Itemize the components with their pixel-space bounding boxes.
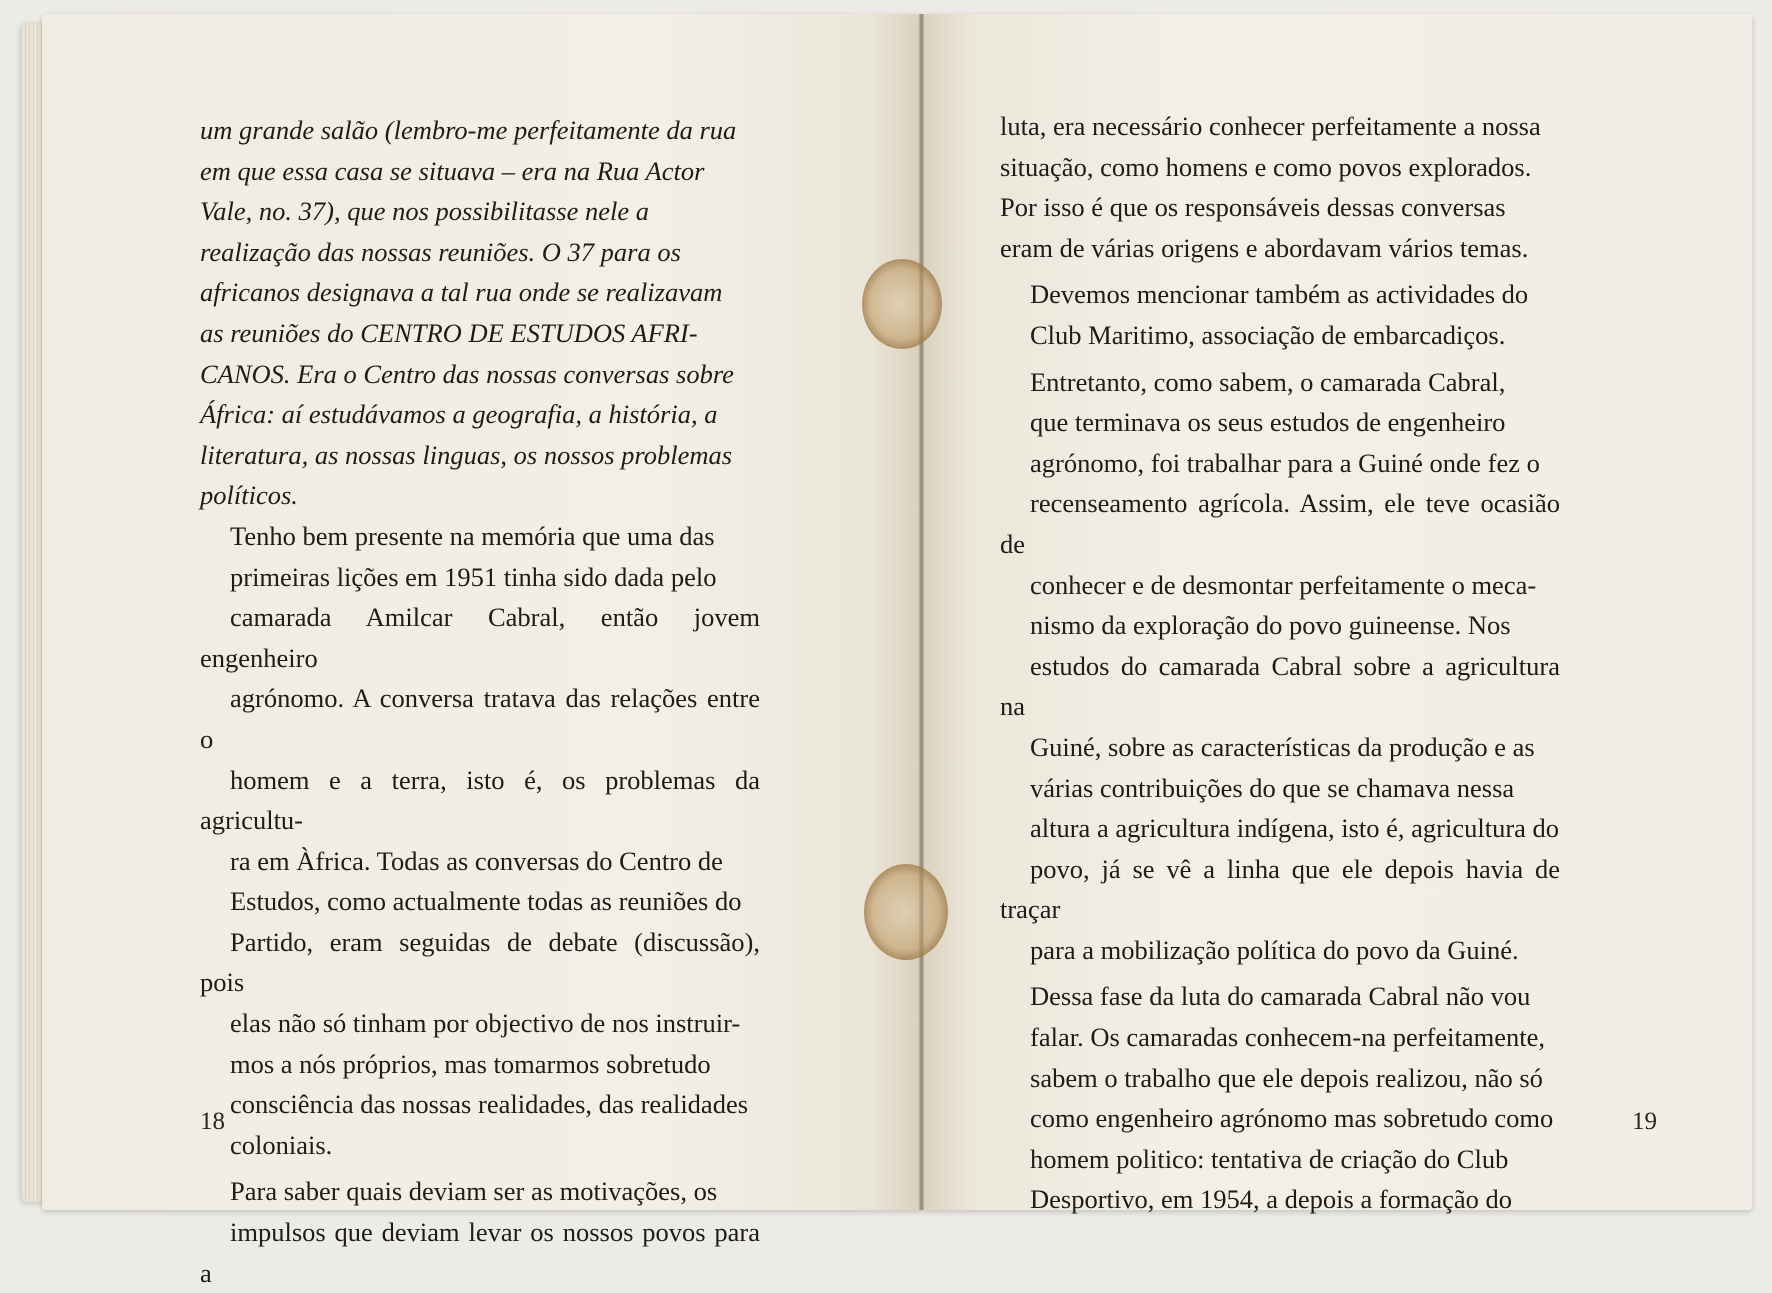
text-line: Dessa fase da luta do camarada Cabral não vou: [1030, 981, 1531, 1012]
paragraph: [200, 1171, 760, 1293]
text-line: povo, já se vê a linha que ele depois havia de traçar: [1000, 853, 1560, 925]
paragraph: [1000, 362, 1560, 971]
text-line: para a mobilização política do povo da Guiné.: [1030, 934, 1519, 965]
text-line: homem e a terra, isto é, os problemas da agricultu-: [200, 764, 760, 836]
text-line: as reuniões do CENTRO DE ESTUDOS AFRI-: [200, 317, 698, 348]
text-line: sabem o trabalho que ele depois realizou, não só: [1030, 1062, 1543, 1093]
right-page-text: [1000, 106, 1560, 1220]
text-line: recenseamento agrícola. Assim, ele teve ocasião de: [1000, 488, 1560, 559]
page-number: 18: [200, 1108, 225, 1135]
text-line: elas não só tinham por objectivo de nos instruir-: [230, 1008, 741, 1039]
text-line: que terminava os seus estudos de engenheiro: [1030, 407, 1506, 438]
text-line: coloniais.: [230, 1129, 333, 1160]
text-line: como engenheiro agrónomo mas sobretudo como: [1030, 1103, 1554, 1134]
text-line: situação, como homens e como povos explorados.: [1000, 151, 1532, 182]
text-line: consciência das nossas realidades, das realidades: [230, 1089, 749, 1120]
book-spread: [22, 14, 1752, 1288]
paragraph: [1000, 976, 1560, 1220]
text-line: Tenho bem presente na memória que uma das: [230, 520, 715, 551]
page-number: 19: [1632, 1108, 1657, 1135]
stain-mark: [864, 864, 948, 960]
text-line: africanos designava a tal rua onde se realizavam: [200, 277, 723, 308]
text-line: políticos.: [200, 480, 298, 511]
right-page: [922, 14, 1752, 1215]
text-line: várias contribuições do que se chamava nessa: [1030, 772, 1515, 803]
text-line: um grande salão (lembro-me perfeitamente da rua: [200, 115, 737, 145]
text-line: mos a nós próprios, mas tomarmos sobretudo: [230, 1048, 711, 1079]
text-line: Por isso é que os responsáveis dessas conversas: [1000, 192, 1506, 223]
text-line: em que essa casa se situava – era na Rua Actor: [200, 155, 705, 186]
text-line: Vale, no. 37), que nos possibilitasse nele a: [200, 196, 649, 227]
text-line: agrónomo. A conversa tratava das relações entre o: [200, 683, 760, 754]
paragraph: [1000, 274, 1560, 355]
text-line: luta, era necessário conhecer perfeitamente a nossa: [1000, 111, 1541, 141]
text-line: África: aí estudávamos a geografia, a história, a: [200, 399, 718, 430]
paragraph: [200, 110, 760, 516]
text-line: agrónomo, foi trabalhar para a Guiné onde fez o: [1030, 447, 1540, 478]
text-line: estudos do camarada Cabral sobre a agricultura na: [1000, 650, 1560, 722]
text-line: Guiné, sobre as características da produção e as: [1030, 731, 1535, 762]
text-line: Para saber quais deviam ser as motivações, os: [230, 1176, 718, 1207]
text-line: conhecer e de desmontar perfeitamente o meca-: [1030, 569, 1537, 600]
left-page: [42, 14, 922, 1288]
text-line: Partido, eram seguidas de debate (discussão), pois: [200, 926, 760, 998]
text-line: Club Maritimo, associação de embarcadiços.: [1030, 319, 1506, 350]
text-line: Entretanto, como sabem, o camarada Cabral,: [1030, 366, 1506, 397]
text-line: Estudos, como actualmente todas as reuniões do: [230, 886, 742, 917]
text-line: realização das nossas reuniões. O 37 para os: [200, 236, 681, 267]
text-line: nismo da exploração do povo guineense. Nos: [1030, 610, 1511, 641]
text-line: literatura, as nossas linguas, os nossos problemas: [200, 439, 733, 470]
text-line: Desportivo, em 1954, a depois a formação do: [1030, 1184, 1513, 1215]
text-line: altura a agricultura indígena, isto é, agricultura do: [1030, 813, 1560, 844]
paragraph: [1000, 106, 1560, 268]
text-line: falar. Os camaradas conhecem-na perfeitamente,: [1030, 1022, 1545, 1053]
text-line: camarada Amilcar Cabral, então jovem engenheiro: [200, 602, 760, 673]
left-page-text: [200, 110, 760, 1293]
text-line: ra em Àfrica. Todas as conversas do Centro de: [230, 845, 723, 876]
paragraph: [200, 516, 760, 1166]
text-line: CANOS. Era o Centro das nossas conversas sobre: [200, 358, 734, 389]
text-line: primeiras lições em 1951 tinha sido dada pelo: [230, 561, 717, 592]
text-line: impulsos que deviam levar os nossos povos para a: [200, 1217, 760, 1288]
text-line: Devemos mencionar também as actividades do: [1030, 279, 1529, 310]
text-line: eram de várias origens e abordavam vários temas.: [1000, 232, 1529, 263]
book-gutter: [919, 14, 924, 1210]
stain-mark: [862, 259, 942, 349]
text-line: homem politico: tentativa de criação do Club: [1030, 1143, 1509, 1174]
